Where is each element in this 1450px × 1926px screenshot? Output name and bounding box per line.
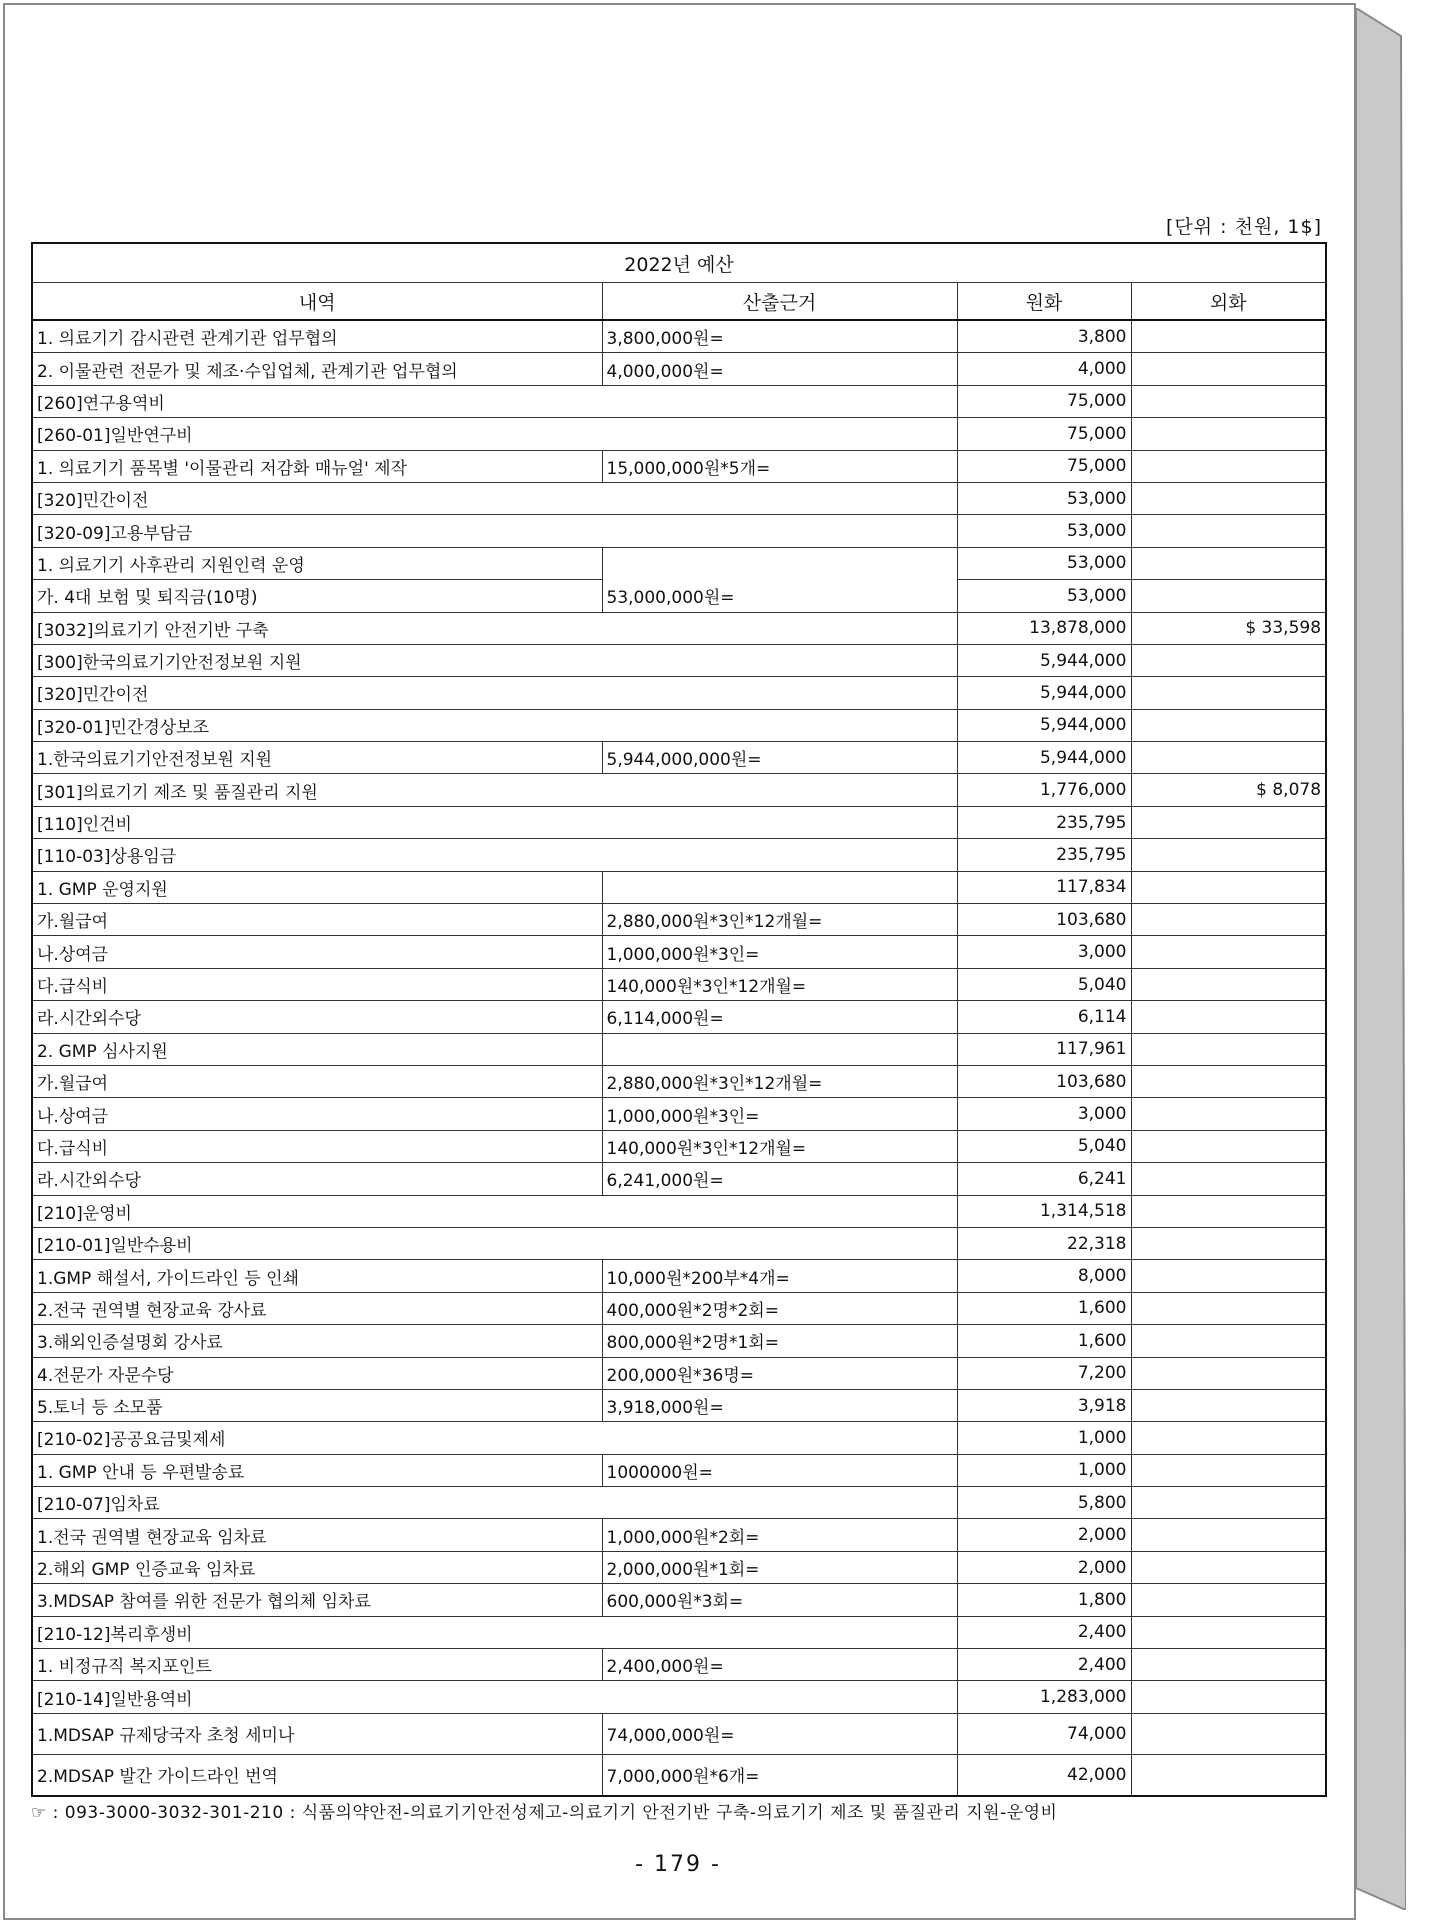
cell-usd: $ 8,078 — [1131, 774, 1326, 806]
cell-usd — [1131, 1357, 1326, 1389]
cell-usd — [1131, 1130, 1326, 1162]
cell-usd — [1131, 1422, 1326, 1454]
table-row — [32, 450, 1326, 482]
table-row — [32, 1001, 1326, 1033]
cell-usd — [1131, 1065, 1326, 1097]
cell-item: [210-07]임차료 — [32, 1487, 957, 1519]
cell-usd — [1131, 644, 1326, 676]
cell-krw: 1,600 — [957, 1292, 1131, 1324]
cell-usd — [1131, 547, 1326, 579]
table-row — [32, 1713, 1326, 1754]
cell-krw: 1,283,000 — [957, 1681, 1131, 1713]
cell-krw: 1,314,518 — [957, 1195, 1131, 1227]
cell-krw: 2,000 — [957, 1551, 1131, 1583]
cell-basis — [602, 1033, 957, 1065]
table-row — [32, 1754, 1326, 1796]
cell-item: [3032]의료기기 안전기반 구축 — [32, 612, 957, 644]
cell-krw: 2,400 — [957, 1616, 1131, 1648]
cell-usd — [1131, 450, 1326, 482]
cell-usd — [1131, 871, 1326, 903]
cell-krw: 1,000 — [957, 1422, 1131, 1454]
table-row — [32, 677, 1326, 709]
cell-krw: 5,944,000 — [957, 709, 1131, 741]
cell-krw: 5,944,000 — [957, 644, 1131, 676]
cell-basis: 53,000,000원= — [602, 580, 957, 612]
table-row — [32, 806, 1326, 838]
cell-item: [320]민간이전 — [32, 482, 957, 514]
table-row — [32, 1649, 1326, 1681]
cell-usd — [1131, 353, 1326, 385]
cell-item: 4.전문가 자문수당 — [32, 1357, 602, 1389]
table-row — [32, 612, 1326, 644]
cell-basis: 800,000원*2명*1회= — [602, 1325, 957, 1357]
cell-usd — [1131, 968, 1326, 1000]
cell-usd — [1131, 1325, 1326, 1357]
cell-item: 1. 의료기기 품목별 '이물관리 저감화 매뉴얼' 제작 — [32, 450, 602, 482]
cell-usd — [1131, 1195, 1326, 1227]
cell-basis: 2,880,000원*3인*12개월= — [602, 1065, 957, 1097]
cell-krw: 1,600 — [957, 1325, 1131, 1357]
cell-krw: 75,000 — [957, 418, 1131, 450]
cell-item: 1. 의료기기 사후관리 지원인력 운영 — [32, 547, 602, 579]
table-row — [32, 1325, 1326, 1357]
cell-krw: 103,680 — [957, 904, 1131, 936]
cell-krw: 53,000 — [957, 515, 1131, 547]
header-item: 내역 — [32, 283, 602, 321]
page-curl-shadow — [1356, 8, 1406, 1910]
cell-item: [110-03]상용임금 — [32, 839, 957, 871]
cell-item: [320-01]민간경상보조 — [32, 709, 957, 741]
table-row — [32, 936, 1326, 968]
cell-basis: 2,880,000원*3인*12개월= — [602, 904, 957, 936]
cell-item: [260]연구용역비 — [32, 385, 957, 417]
cell-basis: 6,241,000원= — [602, 1163, 957, 1195]
table-title: 2022년 예산 — [32, 243, 1326, 283]
cell-item: [210-14]일반용역비 — [32, 1681, 957, 1713]
cell-basis: 4,000,000원= — [602, 353, 957, 385]
cell-item: 라.시간외수당 — [32, 1001, 602, 1033]
cell-krw: 3,000 — [957, 1098, 1131, 1130]
cell-usd — [1131, 1163, 1326, 1195]
table-row — [32, 644, 1326, 676]
cell-item: [210-12]복리후생비 — [32, 1616, 957, 1648]
cell-krw: 53,000 — [957, 547, 1131, 579]
cell-krw: 74,000 — [957, 1713, 1131, 1754]
cell-krw: 2,000 — [957, 1519, 1131, 1551]
cell-krw: 5,040 — [957, 968, 1131, 1000]
footnote: ☞ : 093-3000-3032-301-210 : 식품의약안전-의료기기안전성제고-의료기기 안전기반 구축-의료기기 제조 및 품질관리 지원-운영비 — [31, 1803, 1058, 1823]
cell-usd — [1131, 1616, 1326, 1648]
table-row — [32, 709, 1326, 741]
cell-item: 1.한국의료기기안전정보원 지원 — [32, 742, 602, 774]
cell-usd — [1131, 677, 1326, 709]
table-row — [32, 1195, 1326, 1227]
cell-basis: 140,000원*3인*12개월= — [602, 1130, 957, 1162]
cell-krw: 53,000 — [957, 580, 1131, 612]
table-row — [32, 1454, 1326, 1486]
cell-krw: 75,000 — [957, 450, 1131, 482]
table-row — [32, 1260, 1326, 1292]
cell-basis: 3,918,000원= — [602, 1389, 957, 1421]
cell-basis: 1,000,000원*3인= — [602, 936, 957, 968]
table-row — [32, 1616, 1326, 1648]
cell-krw: 5,800 — [957, 1487, 1131, 1519]
cell-usd — [1131, 1754, 1326, 1796]
cell-item: 1.전국 권역별 현장교육 임차료 — [32, 1519, 602, 1551]
cell-basis: 600,000원*3회= — [602, 1584, 957, 1616]
cell-item: 나.상여금 — [32, 1098, 602, 1130]
cell-item: 1. GMP 안내 등 우편발송료 — [32, 1454, 602, 1486]
cell-usd — [1131, 1713, 1326, 1754]
table-row — [32, 353, 1326, 385]
cell-usd — [1131, 1389, 1326, 1421]
table-row — [32, 580, 1326, 612]
cell-basis: 15,000,000원*5개= — [602, 450, 957, 482]
cell-krw: 4,000 — [957, 353, 1131, 385]
cell-usd — [1131, 1292, 1326, 1324]
cell-basis: 10,000원*200부*4개= — [602, 1260, 957, 1292]
cell-usd — [1131, 1681, 1326, 1713]
cell-basis: 74,000,000원= — [602, 1713, 957, 1754]
cell-krw: 1,000 — [957, 1454, 1131, 1486]
table-row — [32, 1357, 1326, 1389]
cell-usd — [1131, 418, 1326, 450]
cell-item: [300]한국의료기기안전정보원 지원 — [32, 644, 957, 676]
table-row — [32, 1163, 1326, 1195]
cell-usd — [1131, 1584, 1326, 1616]
cell-basis — [602, 547, 957, 579]
table-row — [32, 1130, 1326, 1162]
cell-basis: 6,114,000원= — [602, 1001, 957, 1033]
cell-krw: 103,680 — [957, 1065, 1131, 1097]
cell-item: 2.해외 GMP 인증교육 임차료 — [32, 1551, 602, 1583]
cell-item: [260-01]일반연구비 — [32, 418, 957, 450]
cell-usd — [1131, 1649, 1326, 1681]
cell-usd — [1131, 1487, 1326, 1519]
cell-item: 1. 의료기기 감시관련 관계기관 업무협의 — [32, 320, 602, 353]
table-row — [32, 774, 1326, 806]
cell-item: 라.시간외수당 — [32, 1163, 602, 1195]
cell-usd — [1131, 580, 1326, 612]
table-row — [32, 1065, 1326, 1097]
cell-usd — [1131, 1551, 1326, 1583]
header-usd: 외화 — [1131, 283, 1326, 321]
table-row — [32, 482, 1326, 514]
cell-basis: 400,000원*2명*2회= — [602, 1292, 957, 1324]
cell-usd — [1131, 482, 1326, 514]
cell-krw: 13,878,000 — [957, 612, 1131, 644]
table-row — [32, 1227, 1326, 1259]
table-row — [32, 418, 1326, 450]
cell-item: [320-09]고용부담금 — [32, 515, 957, 547]
cell-item: 다.급식비 — [32, 968, 602, 1000]
table-row — [32, 1098, 1326, 1130]
cell-usd — [1131, 1001, 1326, 1033]
table-row — [32, 968, 1326, 1000]
table-row — [32, 1389, 1326, 1421]
cell-krw: 5,040 — [957, 1130, 1131, 1162]
cell-krw: 117,834 — [957, 871, 1131, 903]
cell-item: 5.토너 등 소모품 — [32, 1389, 602, 1421]
cell-usd — [1131, 1227, 1326, 1259]
cell-item: 2.전국 권역별 현장교육 강사료 — [32, 1292, 602, 1324]
cell-item: 1. GMP 운영지원 — [32, 871, 602, 903]
cell-basis — [602, 871, 957, 903]
cell-item: [210]운영비 — [32, 1195, 957, 1227]
cell-basis: 2,000,000원*1회= — [602, 1551, 957, 1583]
cell-usd: $ 33,598 — [1131, 612, 1326, 644]
cell-basis: 1000000원= — [602, 1454, 957, 1486]
cell-item: [210-01]일반수용비 — [32, 1227, 957, 1259]
cell-item: 가.월급여 — [32, 1065, 602, 1097]
cell-krw: 6,241 — [957, 1163, 1131, 1195]
unit-label: [단위 : 천원, 1$] — [1166, 216, 1322, 238]
cell-basis: 5,944,000,000원= — [602, 742, 957, 774]
cell-usd — [1131, 936, 1326, 968]
cell-krw: 235,795 — [957, 806, 1131, 838]
table-row — [32, 1033, 1326, 1065]
cell-usd — [1131, 806, 1326, 838]
cell-krw: 3,918 — [957, 1389, 1131, 1421]
header-basis: 산출근거 — [602, 283, 957, 321]
cell-basis: 2,400,000원= — [602, 1649, 957, 1681]
cell-usd — [1131, 385, 1326, 417]
table-row — [32, 385, 1326, 417]
cell-krw: 6,114 — [957, 1001, 1131, 1033]
cell-item: 1. 비정규직 복지포인트 — [32, 1649, 602, 1681]
table-row — [32, 515, 1326, 547]
cell-basis: 200,000원*36명= — [602, 1357, 957, 1389]
cell-krw: 42,000 — [957, 1754, 1131, 1796]
cell-item: [110]인건비 — [32, 806, 957, 838]
cell-usd — [1131, 709, 1326, 741]
cell-usd — [1131, 742, 1326, 774]
cell-krw: 1,776,000 — [957, 774, 1131, 806]
cell-item: [301]의료기기 제조 및 품질관리 지원 — [32, 774, 957, 806]
cell-krw: 53,000 — [957, 482, 1131, 514]
cell-krw: 235,795 — [957, 839, 1131, 871]
table-row — [32, 1519, 1326, 1551]
cell-krw: 8,000 — [957, 1260, 1131, 1292]
cell-usd — [1131, 320, 1326, 353]
table-row — [32, 1681, 1326, 1713]
cell-krw: 117,961 — [957, 1033, 1131, 1065]
cell-item: 다.급식비 — [32, 1130, 602, 1162]
cell-item: 3.해외인증설명회 강사료 — [32, 1325, 602, 1357]
cell-krw: 75,000 — [957, 385, 1131, 417]
table-row — [32, 1584, 1326, 1616]
cell-item: 가.월급여 — [32, 904, 602, 936]
cell-usd — [1131, 515, 1326, 547]
page-number: - 179 - — [635, 1852, 721, 1877]
cell-krw: 5,944,000 — [957, 677, 1131, 709]
cell-krw: 7,200 — [957, 1357, 1131, 1389]
cell-item: 3.MDSAP 참여를 위한 전문가 협의체 임차료 — [32, 1584, 602, 1616]
table-row — [32, 1487, 1326, 1519]
cell-usd — [1131, 1098, 1326, 1130]
cell-krw: 1,800 — [957, 1584, 1131, 1616]
table-row — [32, 1292, 1326, 1324]
table-row — [32, 742, 1326, 774]
cell-usd — [1131, 1033, 1326, 1065]
cell-item: [320]민간이전 — [32, 677, 957, 709]
cell-item: 나.상여금 — [32, 936, 602, 968]
cell-basis: 7,000,000원*6개= — [602, 1754, 957, 1796]
cell-item: 2. GMP 심사지원 — [32, 1033, 602, 1065]
cell-item: 1.MDSAP 규제당국자 초청 세미나 — [32, 1713, 602, 1754]
cell-krw: 3,000 — [957, 936, 1131, 968]
cell-basis: 1,000,000원*2회= — [602, 1519, 957, 1551]
header-krw: 원화 — [957, 283, 1131, 321]
cell-usd — [1131, 904, 1326, 936]
cell-krw: 22,318 — [957, 1227, 1131, 1259]
cell-usd — [1131, 1519, 1326, 1551]
cell-basis: 140,000원*3인*12개월= — [602, 968, 957, 1000]
cell-krw: 5,944,000 — [957, 742, 1131, 774]
cell-item: 2.MDSAP 발간 가이드라인 번역 — [32, 1754, 602, 1796]
table-row — [32, 1551, 1326, 1583]
cell-krw: 3,800 — [957, 320, 1131, 353]
cell-usd — [1131, 1454, 1326, 1486]
table-row — [32, 547, 1326, 579]
cell-item: 가. 4대 보험 및 퇴직금(10명) — [32, 580, 602, 612]
table-row — [32, 1422, 1326, 1454]
cell-item: [210-02]공공요금및제세 — [32, 1422, 957, 1454]
table-row — [32, 904, 1326, 936]
cell-basis: 1,000,000원*3인= — [602, 1098, 957, 1130]
cell-item: 1.GMP 해설서, 가이드라인 등 인쇄 — [32, 1260, 602, 1292]
cell-krw: 2,400 — [957, 1649, 1131, 1681]
cell-usd — [1131, 1260, 1326, 1292]
cell-usd — [1131, 839, 1326, 871]
table-row — [32, 839, 1326, 871]
budget-table — [31, 242, 1327, 1797]
table-row — [32, 320, 1326, 353]
table-row — [32, 871, 1326, 903]
cell-item: 2. 이물관련 전문가 및 제조·수입업체, 관계기관 업무협의 — [32, 353, 602, 385]
cell-basis: 3,800,000원= — [602, 320, 957, 353]
